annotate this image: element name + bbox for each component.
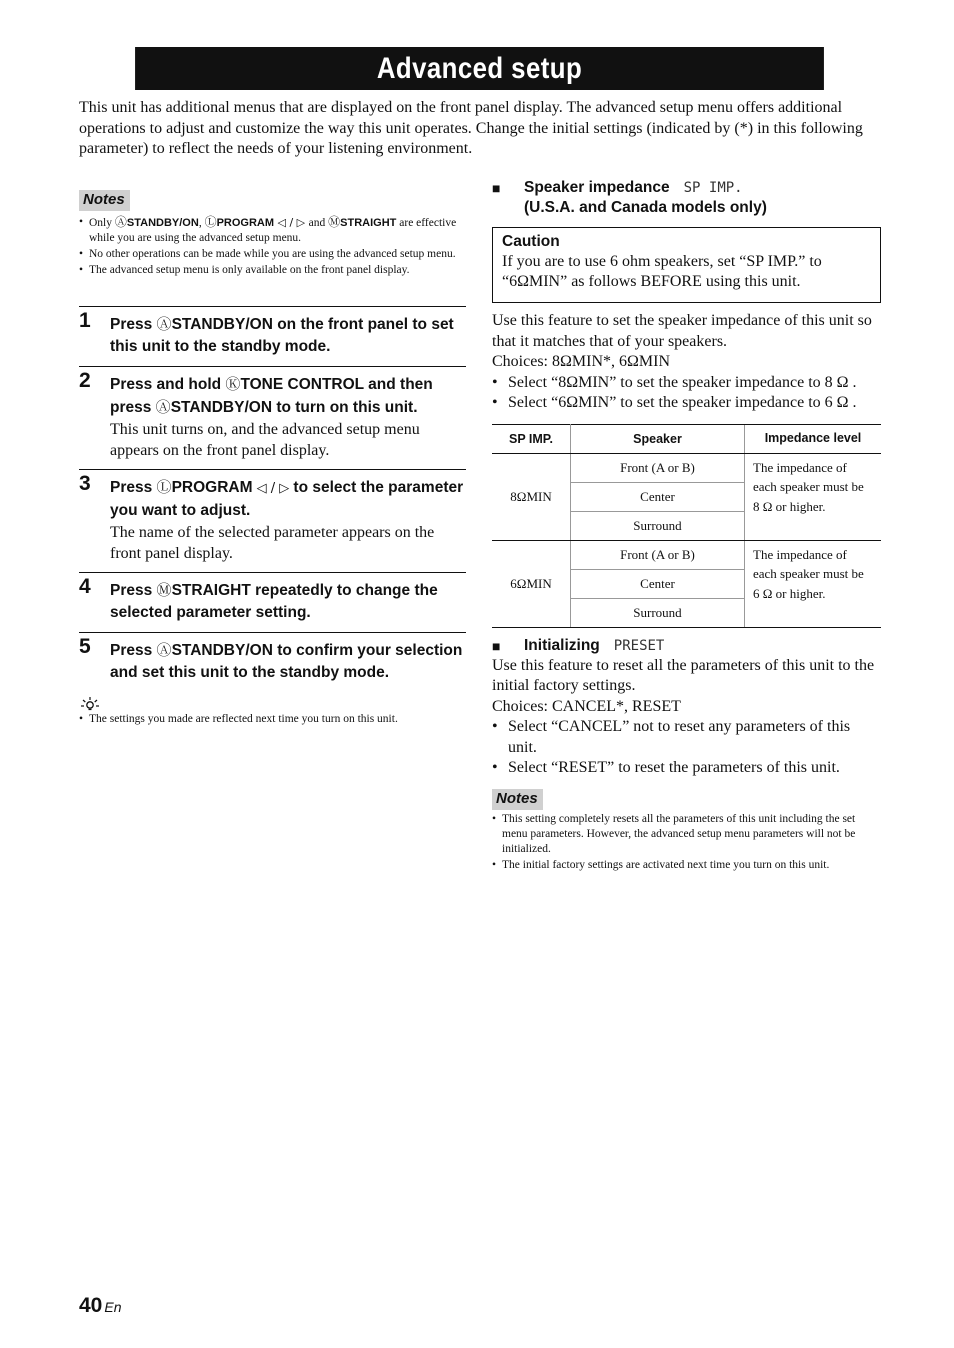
table-cell: Center xyxy=(571,569,745,598)
note-item: • This setting completely resets all the parameters of this unit including the set menu parameters. However, the advanced setup menu parameters will not be initialized. xyxy=(492,812,881,857)
page-title: Advanced setup xyxy=(135,47,824,90)
step-number: 3 xyxy=(79,472,91,495)
language-label: En xyxy=(104,1299,122,1315)
hint-item: • The settings you made are reflected next time you turn on this unit. xyxy=(79,712,466,727)
table-cell: The impedance of each speaker must be 8 Ω or higher. xyxy=(745,453,882,540)
step-instruction: Press ⒶSTANDBY/ON on the front panel to set this unit to the standby mode. xyxy=(110,315,454,355)
step-number: 1 xyxy=(79,309,91,332)
note-item: • Only ⒶSTANDBY/ON, ⓁPROGRAM ◁ / ▷ and ⓂSTRAIGHT are effective while you are using the advanced setup menu. xyxy=(79,215,466,246)
arrow-left-right-icon: ◁ / ▷ xyxy=(274,216,309,229)
notes-list xyxy=(492,812,881,873)
left-column xyxy=(79,190,466,728)
lcd-display-text: PRESET xyxy=(613,637,665,654)
table-row xyxy=(492,540,881,569)
step-description: The name of the selected parameter appears on the front panel display. xyxy=(110,524,435,562)
option-item: • Select “6ΩMIN” to set the speaker impedance to 6 Ω . xyxy=(492,393,881,414)
table-cell: 8ΩMIN xyxy=(492,453,571,540)
step-instruction: Press ⓁPROGRAM ◁ / ▷ to select the parameter you want to adjust. xyxy=(110,478,464,519)
notes-list xyxy=(79,215,466,278)
square-bullet-icon: ■ xyxy=(492,637,501,654)
page-footer xyxy=(79,1294,121,1318)
key-a-icon: Ⓐ xyxy=(156,641,172,659)
key-a-icon: Ⓐ xyxy=(156,315,172,333)
square-bullet-icon: ■ xyxy=(492,180,501,196)
initializing-options-list xyxy=(492,717,881,779)
table-cell: Front (A or B) xyxy=(571,453,745,482)
caution-box xyxy=(492,227,881,303)
key-k-icon: Ⓚ xyxy=(225,375,241,393)
note-item: • The initial factory settings are activated next time you turn on this unit. xyxy=(492,858,881,873)
table-cell: 6ΩMIN xyxy=(492,540,571,627)
column-header: Speaker xyxy=(571,424,745,453)
impedance-description: Use this feature to set the speaker impedance of this unit so that it matches that of your speakers. xyxy=(492,312,872,350)
page-number: 40 xyxy=(79,1294,103,1317)
initializing-heading: ■ Initializing PRESET xyxy=(492,636,665,654)
key-m-icon: Ⓜ xyxy=(328,215,341,229)
step-description: This unit turns on, and the advanced setup menu appears on the front panel display. xyxy=(110,421,420,459)
key-a-icon: Ⓐ xyxy=(114,215,127,229)
step-instruction: Press ⒶSTANDBY/ON to confirm your selection and set this unit to the standby mode. xyxy=(110,641,463,681)
caution-text: If you are to use 6 ohm speakers, set “SP IMP.” to “6ΩMIN” as follows BEFORE using this unit. xyxy=(502,253,822,290)
key-a-icon: Ⓐ xyxy=(155,398,171,416)
step-1 xyxy=(79,306,466,366)
initializing-description: Use this feature to reset all the parameters of this unit to the initial factory settings. xyxy=(492,656,875,694)
column-header: SP IMP. xyxy=(492,424,571,453)
notes-label: Notes xyxy=(79,190,130,211)
intro-paragraph: This unit has additional menus that are displayed on the front panel display. The advanced setup menu offers additional operations to adjust and customize the way this unit operates. Change the initial settings (indicated by (*) in this following parameter) to reflect the needs of your listening environment. xyxy=(79,99,863,157)
key-l-icon: Ⓛ xyxy=(204,215,217,229)
table-cell: The impedance of each speaker must be 6 Ω or higher. xyxy=(745,540,882,627)
key-m-icon: Ⓜ xyxy=(156,581,172,599)
caution-title: Caution xyxy=(502,233,560,250)
table-cell: Center xyxy=(571,482,745,511)
step-instruction: Press and hold ⓀTONE CONTROL and then press ⒶSTANDBY/ON to turn on this unit. xyxy=(110,375,433,416)
step-5 xyxy=(79,632,466,692)
step-number: 5 xyxy=(79,635,91,658)
column-header: Impedance level xyxy=(745,424,882,453)
key-l-icon: Ⓛ xyxy=(156,478,172,496)
step-4 xyxy=(79,572,466,632)
notes-label: Notes xyxy=(492,789,543,810)
table-cell: Front (A or B) xyxy=(571,540,745,569)
step-2 xyxy=(79,366,466,469)
option-item: • Select “CANCEL” not to reset any parameters of this unit. xyxy=(492,717,881,758)
lightbulb-hint-icon xyxy=(79,696,101,712)
lcd-display-text: SP IMP. xyxy=(683,180,743,196)
option-item: • Select “8ΩMIN” to set the speaker impedance to 8 Ω . xyxy=(492,373,881,394)
table-row xyxy=(492,453,881,482)
initializing-choices: Choices: CANCEL*, RESET xyxy=(492,697,681,715)
note-item: • The advanced setup menu is only available on the front panel display. xyxy=(79,263,466,278)
right-column xyxy=(492,178,881,874)
notes-section xyxy=(79,190,466,278)
impedance-choices: Choices: 8ΩMIN*, 6ΩMIN xyxy=(492,353,670,370)
step-number: 2 xyxy=(79,369,91,392)
table-cell: Surround xyxy=(571,598,745,627)
impedance-table xyxy=(492,424,881,628)
step-3 xyxy=(79,469,466,572)
hint-list xyxy=(79,712,466,727)
impedance-options-list xyxy=(492,373,881,414)
option-item: • Select “RESET” to reset the parameters of this unit. xyxy=(492,758,881,779)
hint-section xyxy=(79,696,466,727)
table-cell: Surround xyxy=(571,511,745,540)
table-header-row xyxy=(492,424,881,453)
note-item: • No other operations can be made while you are using the advanced setup menu. xyxy=(79,247,466,262)
speaker-impedance-heading: ■ Speaker impedance SP IMP. (U.S.A. and Canada models only) xyxy=(492,179,767,216)
step-instruction: Press ⓂSTRAIGHT repeatedly to change the selected parameter setting. xyxy=(110,581,438,621)
arrow-left-right-icon: ◁ / ▷ xyxy=(252,481,294,496)
heading-subtitle: (U.S.A. and Canada models only) xyxy=(524,199,767,216)
step-number: 4 xyxy=(79,575,91,598)
